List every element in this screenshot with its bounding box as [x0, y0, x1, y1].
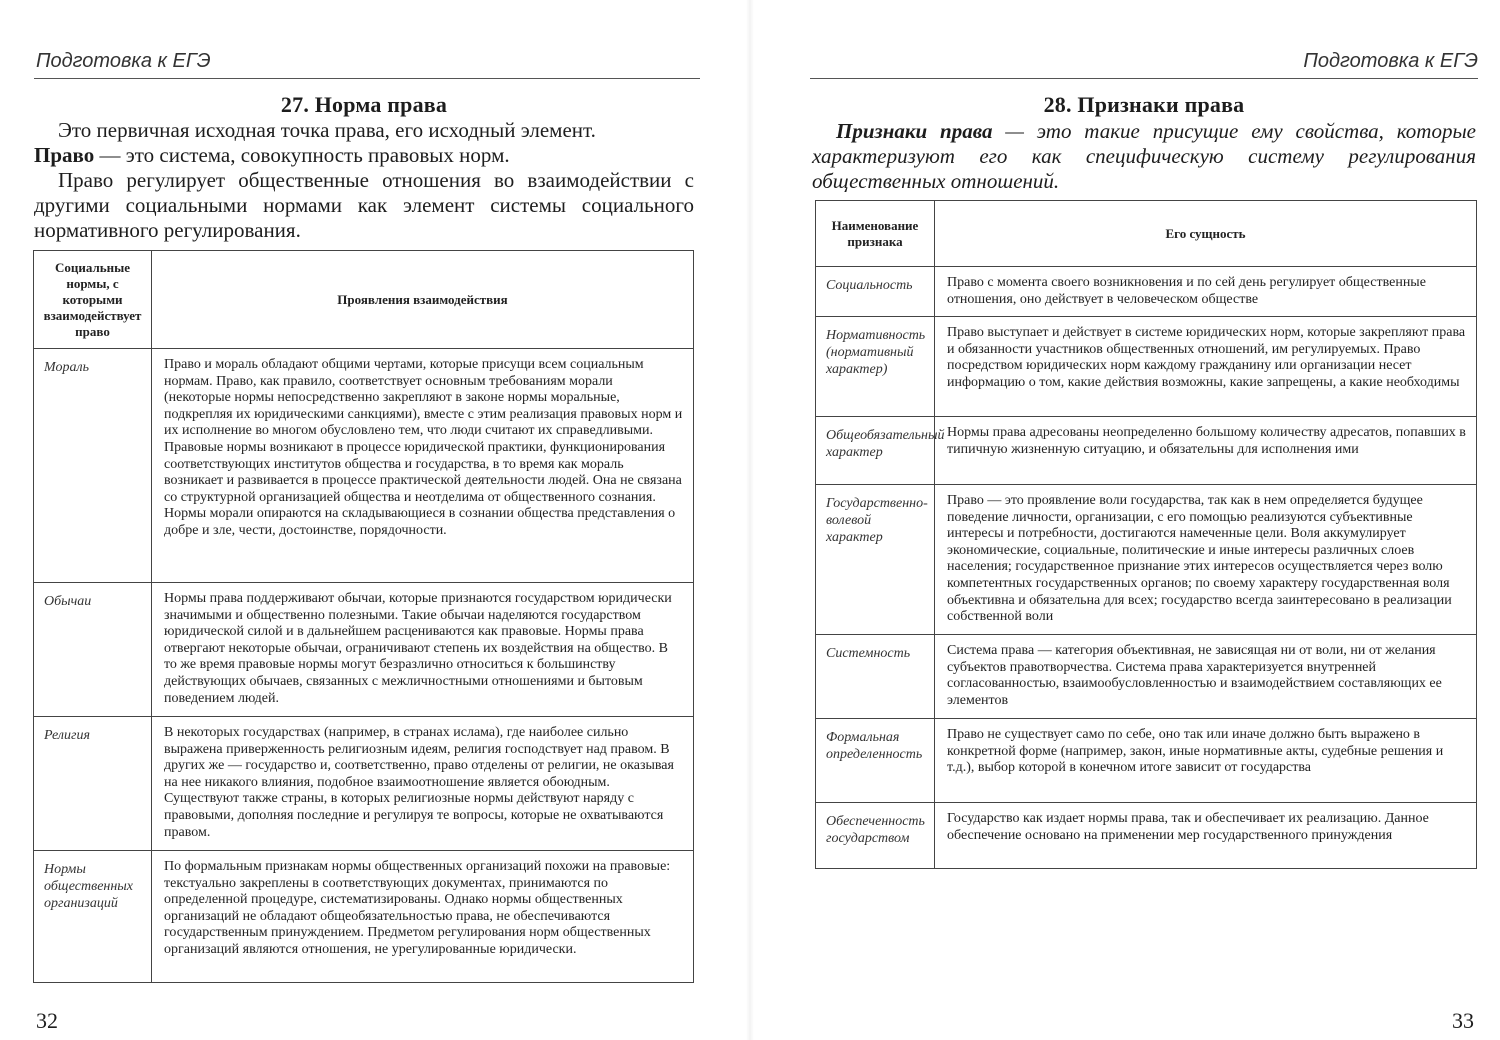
intro-paragraph [812, 119, 1476, 194]
header-rule [34, 78, 700, 79]
row-text: Нормы права адресованы неопределенно большому количеству адресатов, попавших в типичную жизненную ситуацию, и обязательны для исполнения ими [935, 417, 1477, 485]
running-head: Подготовка к ЕГЭ [36, 50, 211, 72]
page-number: 32 [36, 1008, 58, 1033]
row-text [152, 349, 694, 583]
row-text: Право не существует само по себе, оно так или иначе должно быть выражено в конкретной форме (например, закон, иные нормативные акты, судебные решения и т.д.), выбор которой в конечном итоге зависит от государства [935, 719, 1477, 803]
right-page [750, 0, 1500, 1040]
column-header: Социальные нормы, с которыми взаимодействует право [34, 251, 152, 349]
row-text: Право выступает и действует в системе юридических норм, которые закрепляют права и обязанности участников общественных отношений, им регулируемых. Право посредством юридических норм каждому гражданину или организации несет информацию о том, какие действия возможны, какие запрещены, а какие необходимы [935, 317, 1477, 417]
row-name: Обычаи [34, 583, 152, 717]
intro-paragraph: Право регулирует общественные отношения во взаимодействии с другими социальными нормами как элемент системы социального нормативного регулирования. [34, 168, 694, 242]
row-name: Общеобязательный характер [816, 417, 935, 485]
row-text-part: Право и мораль обладают общими чертами, которые присущи всем социальным нормам. Право, как правило, соответствует основным требованиям морали (некоторые нормы непосредственно закрепляют в законе нормы моральные, подкрепляя их юридическими санкциями), вместе с этим реализация правовых норм и их исполнение во многом обусловлено тем, что люди считают их справедливыми. [164, 357, 683, 439]
row-name: Системность [816, 635, 935, 719]
row-name: Обеспеченность государством [816, 803, 935, 869]
table-row [816, 267, 1477, 317]
definition-text: — это такие присущие ему свойства, которые характеризуют его как специфическую систему регулирования общественных отношений. [812, 119, 1476, 193]
column-header: Наименование признака [816, 201, 935, 267]
page-number: 33 [1452, 1008, 1474, 1033]
row-name: Нормы общественных организаций [34, 851, 152, 983]
row-name: Религия [34, 717, 152, 851]
column-header: Проявления взаимодействия [152, 251, 694, 349]
row-name: Социальность [816, 267, 935, 317]
running-head: Подготовка к ЕГЭ [1303, 50, 1478, 72]
term-bold: Признаки права [836, 119, 993, 143]
header-rule [810, 78, 1478, 79]
table-row [816, 635, 1477, 719]
table-row [34, 349, 694, 583]
features-table [815, 200, 1477, 869]
table-row [34, 583, 694, 717]
row-name: Государственно-волевой характер [816, 485, 935, 635]
column-header: Его сущность [935, 201, 1477, 267]
intro-paragraph [34, 143, 694, 168]
table-row [816, 719, 1477, 803]
row-text: Система права — категория объективная, не зависящая ни от воли, ни от желания субъектов правотворчества. Система права характеризуется внутренней согласованностью, взаимообусловленностью и взаимодействием составляющих ее элементов [935, 635, 1477, 719]
row-name: Формальная определенность [816, 719, 935, 803]
intro-text [34, 118, 694, 243]
section-title: 27. Норма права [280, 92, 448, 117]
intro-paragraph: Это первичная исходная точка права, его исходный элемент. [58, 118, 596, 142]
row-name: Мораль [34, 349, 152, 583]
table-header-row [34, 251, 694, 349]
table-header-row [816, 201, 1477, 267]
table-row [816, 317, 1477, 417]
intro-text [812, 119, 1476, 194]
row-text: Право с момента своего возникновения и по сей день регулирует общественные отношения, оно действует в человеческом обществе [935, 267, 1477, 317]
section-title: 28. Признаки права [1043, 92, 1245, 117]
row-text: Право — это проявление воли государства, так как в нем определяется будущее поведение личности, организации, с его помощью реализуются субъективные интересы и потребности, достигаются намеченные цели. Воля аккумулирует экономические, социальные, политические и иные интересы различных слоев населения; государственное признание этих интересов осуществляется через волю компетентных государственных органов; по своему характеру государственная воля объективна и обязательна для всех; государство всегда заинтересовано в реализации собственной воли [935, 485, 1477, 635]
row-text-part: Правовые нормы возникают в процессе юридической практики, функционирования соответствующих институтов общества и государства, в то время как мораль возникает и развивается в процессе практической деятельности людей. Она не связана со структурной организацией общества и неотделима от общественного сознания. Нормы морали опираются на складывающиеся в сознании общества представления о добре и зле, чести, достоинстве, порядочности. [164, 439, 682, 538]
table-row [816, 485, 1477, 635]
norms-table [33, 250, 694, 983]
row-text: По формальным признакам нормы общественных организаций похожи на правовые: текстуально закреплены в соответствующих документах, принимаются по определенной процедуре, систематизированы. Однако нормы общественных организаций не обладают общеобязательностью права, не обеспечиваются государственным принуждением. Предметом регулирования норм общественных организаций являются отношения, не урегулированные юридически. [152, 851, 694, 983]
table-row [34, 717, 694, 851]
table-row [34, 851, 694, 983]
definition-text: — это система, совокупность правовых норм. [94, 143, 510, 167]
row-text: Государство как издает нормы права, так и обеспечивает их реализацию. Данное обеспечение основано на применении мер государственного принуждения [935, 803, 1477, 869]
table-row [816, 417, 1477, 485]
table-row [816, 803, 1477, 869]
row-text: В некоторых государствах (например, в странах ислама), где наиболее сильно выражена приверженность религиозным идеям, религия господствует над правом. В других же — государство и, соответственно, право отделены от религии, не оказывая на нее никакого влияния, подобное взаимоотношение является обоюдным. Существуют также страны, в которых религиозные нормы действуют наряду с правовыми, дополняя последние и регулируя те вопросы, которые не охватываются правом. [152, 717, 694, 851]
term-bold: Право [34, 143, 95, 167]
row-text: Нормы права поддерживают обычаи, которые признаются государством юридически значимыми и общественно полезными. Такие обычаи наделяются государством юридической силой и в дальнейшем расцениваются как правовые. Нормы права отвергают некоторые обычаи, ограничивают степень их воздействия на общество. В то же время правовые нормы могут безразлично относиться к большинству действующих обычаев, связанных с межличностными отношениями и бытовым поведением людей. [152, 583, 694, 717]
row-name: Нормативность (нормативный характер) [816, 317, 935, 417]
